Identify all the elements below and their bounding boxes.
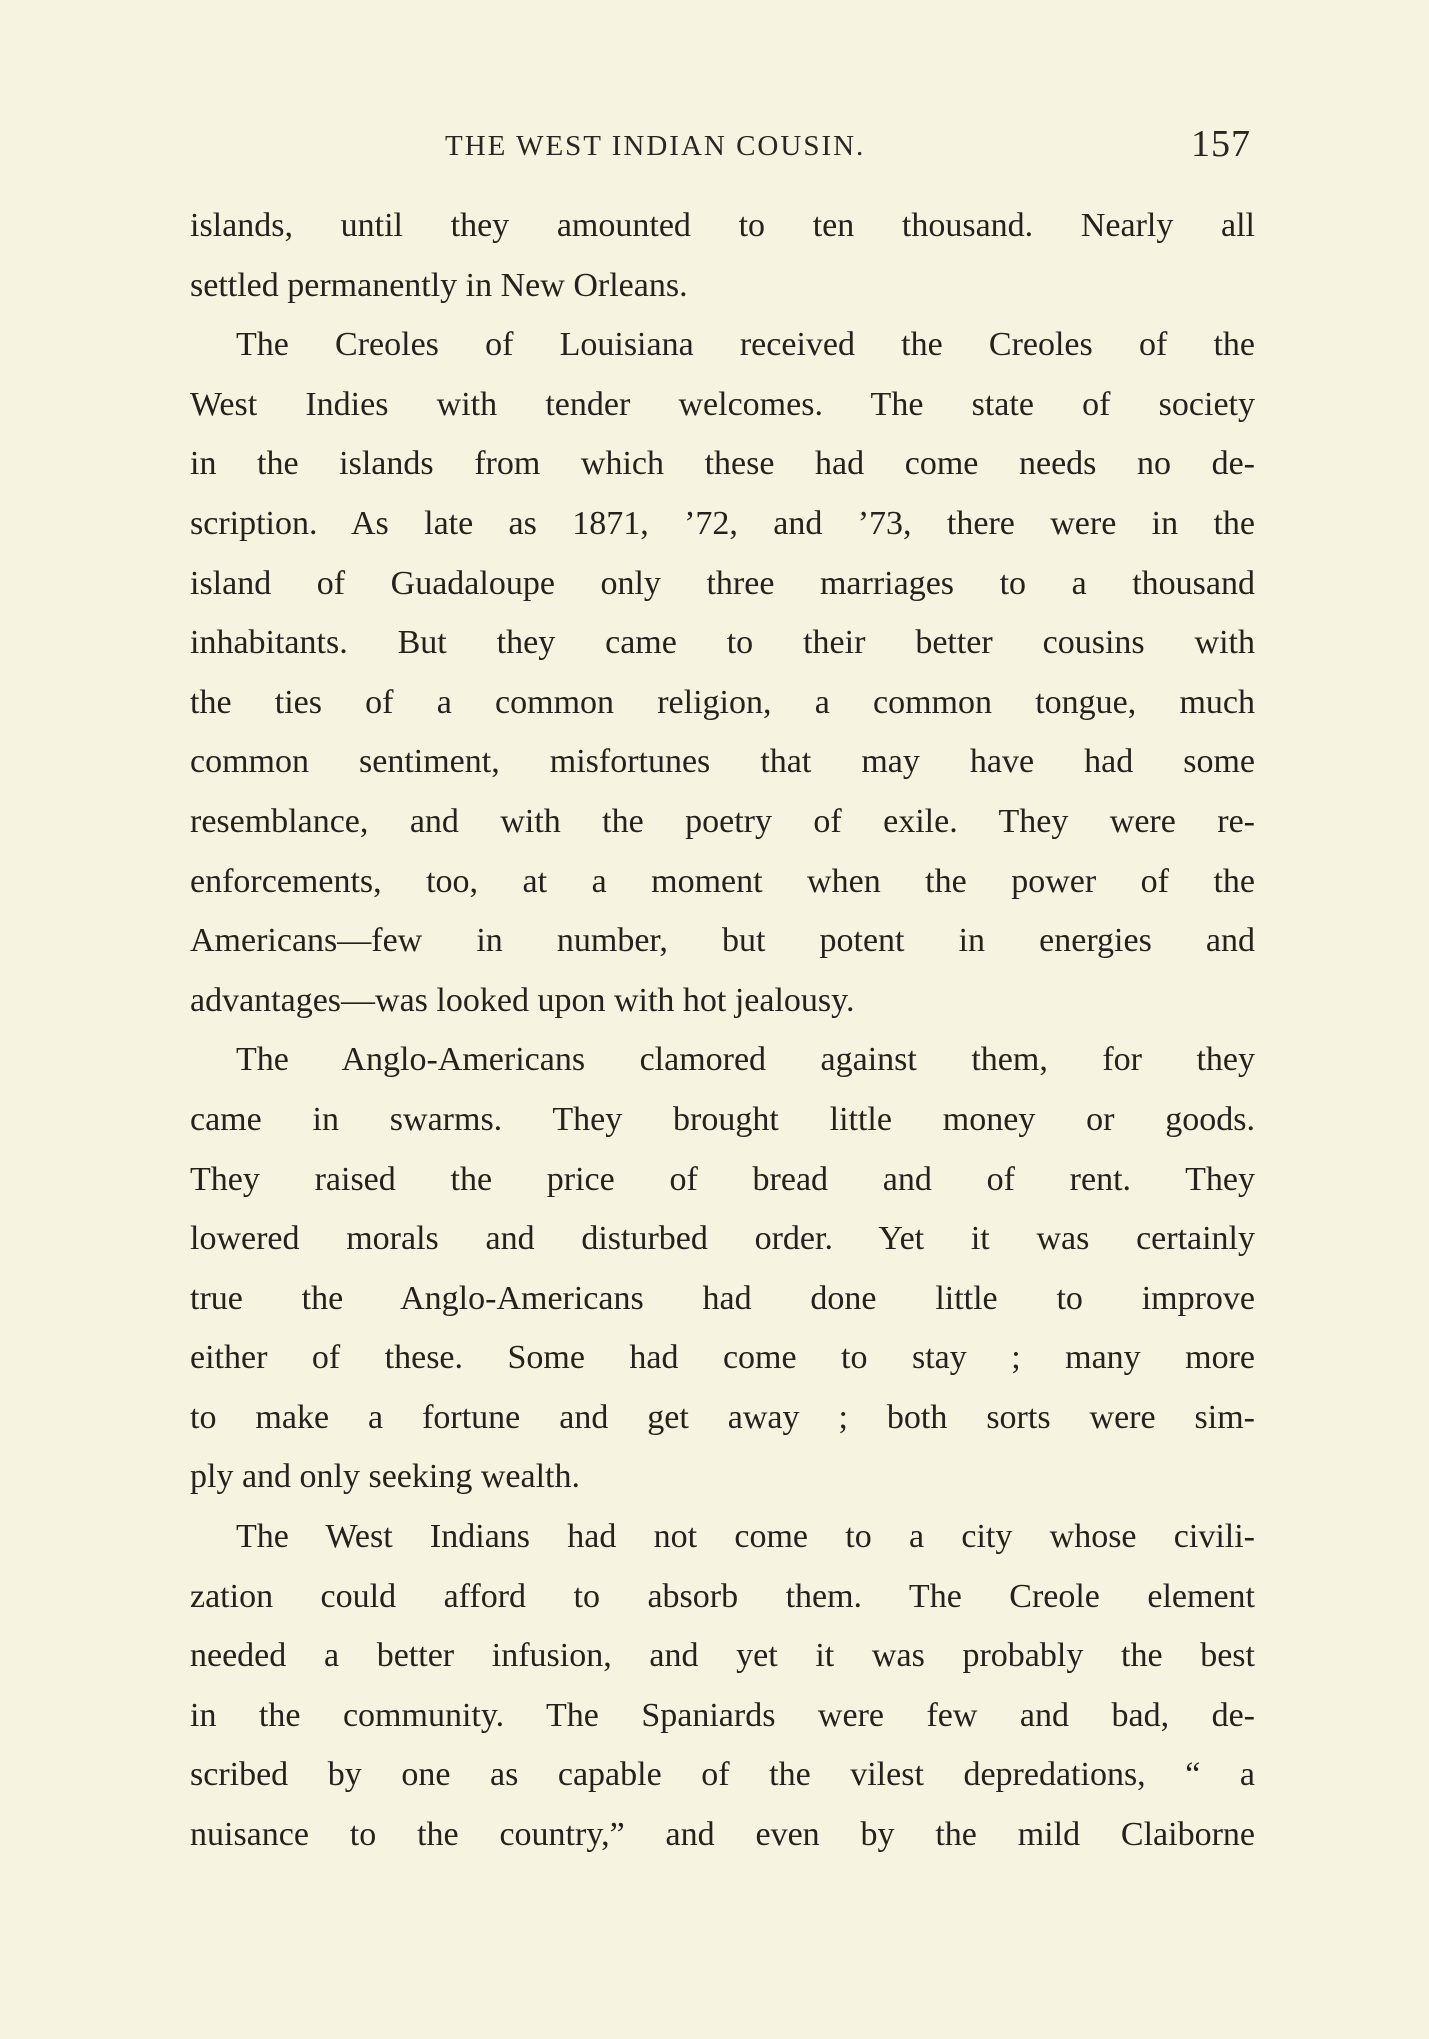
text-line: island of Guadaloupe only three marriages to a thousand [190, 564, 1255, 602]
page-number: 157 [1191, 123, 1251, 165]
text-line: to make a fortune and get away ; both sorts were sim- [190, 1398, 1255, 1436]
text-line: nuisance to the country,” and even by the mild Claiborne [190, 1816, 1255, 1854]
text-line: islands, until they amounted to ten thousand. Nearly all [190, 207, 1255, 244]
text-line: inhabitants. But they came to their better cousins with [190, 624, 1255, 662]
text-line: advantages—was looked upon with hot jealousy. [190, 981, 855, 1019]
text-line: ply and only seeking wealth. [190, 1458, 580, 1496]
text-line: in the community. The Spaniards were few and bad, de- [190, 1696, 1255, 1734]
text-line: zation could afford to absorb them. The Creole element [190, 1577, 1255, 1615]
text-line: Americans—few in number, but potent in energies and [190, 922, 1255, 960]
body-text [190, 196, 1255, 1865]
text-line: came in swarms. They brought little money or goods. [190, 1100, 1255, 1138]
running-title: THE WEST INDIAN COUSIN. [445, 130, 866, 162]
text-line: The West Indians had not come to a city whose civili- [236, 1518, 1255, 1556]
text-line: either of these. Some had come to stay ; many more [190, 1339, 1255, 1377]
text-line: lowered morals and disturbed order. Yet it was certainly [190, 1220, 1255, 1258]
running-head [190, 122, 1255, 172]
text-line: true the Anglo-Americans had done little to improve [190, 1279, 1255, 1317]
text-line: settled permanently in New Orleans. [190, 266, 688, 304]
text-line: resemblance, and with the poetry of exile. They were re- [190, 802, 1255, 840]
text-line: The Creoles of Louisiana received the Creoles of the [236, 326, 1255, 364]
text-line: needed a better infusion, and yet it was probably the best [190, 1637, 1255, 1675]
text-line: enforcements, too, at a moment when the power of the [190, 862, 1255, 900]
text-line: scribed by one as capable of the vilest depredations, “ a [190, 1756, 1255, 1794]
text-line: common sentiment, misfortunes that may have had some [190, 743, 1255, 781]
text-line: The Anglo-Americans clamored against them, for they [236, 1041, 1255, 1079]
text-line: in the islands from which these had come needs no de- [190, 445, 1255, 483]
text-line: scription. As late as 1871, ’72, and ’73, there were in the [190, 504, 1255, 542]
text-line: West Indies with tender welcomes. The state of society [190, 385, 1255, 423]
text-line: the ties of a common religion, a common tongue, much [190, 683, 1255, 721]
text-line: They raised the price of bread and of rent. They [190, 1160, 1255, 1198]
